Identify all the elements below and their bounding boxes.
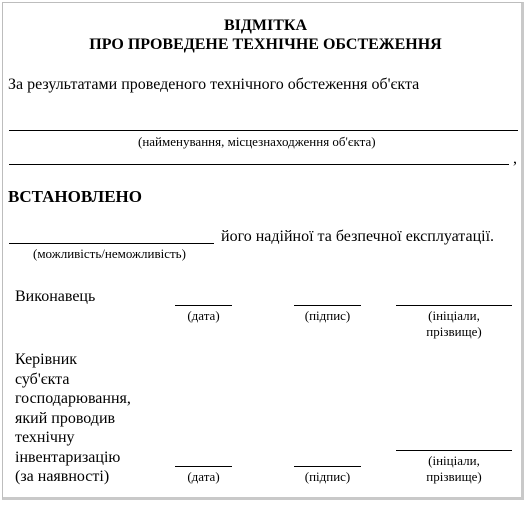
executor-initials-line <box>396 305 512 306</box>
head-initials-caption-2: прізвище) <box>426 469 482 484</box>
head-label-line: технічну <box>15 429 75 446</box>
head-label-line: (за наявності) <box>15 468 110 485</box>
possibility-line <box>9 243 214 244</box>
head-initials-line <box>396 450 512 451</box>
object-caption: (найменування, місцезнаходження об'єкта) <box>138 134 376 149</box>
head-label <box>15 350 131 487</box>
executor-label: Виконавець <box>15 288 96 305</box>
head-label-line: який проводив <box>15 409 116 427</box>
document-subtitle: ПРО ПРОВЕДЕНЕ ТЕХНІЧНЕ ОБСТЕЖЕННЯ <box>89 36 442 53</box>
head-label-line: суб'єкта <box>15 370 70 388</box>
executor-date-caption: (дата) <box>187 308 220 323</box>
executor-initials-caption-1: (ініціали, <box>428 308 480 323</box>
object-location-line <box>9 164 509 165</box>
operation-text: його надійної та безпечної експлуатації. <box>221 228 495 245</box>
line-comma: , <box>513 150 517 167</box>
executor-date-line <box>175 305 232 306</box>
executor-initials-caption-2: прізвище) <box>426 324 482 339</box>
head-signature-line <box>294 466 361 467</box>
head-label-line: Керівник <box>15 351 78 368</box>
intro-text: За результатами проведеного технічного обстеження об'єкта <box>8 76 420 93</box>
document-title: ВІДМІТКА <box>223 17 308 34</box>
object-name-line <box>9 130 518 131</box>
executor-signature-caption: (підпис) <box>304 308 351 323</box>
head-date-line <box>175 466 232 467</box>
head-label-line: господарювання, <box>15 390 131 407</box>
head-date-caption: (дата) <box>187 469 220 484</box>
head-label-line: інвентаризацію <box>15 448 121 466</box>
head-signature-caption: (підпис) <box>304 469 351 484</box>
head-initials-caption-1: (ініціали, <box>428 453 480 468</box>
established-heading: ВСТАНОВЛЕНО <box>8 187 142 206</box>
executor-signature-line <box>294 305 361 306</box>
possibility-caption: (можливість/неможливість) <box>33 246 186 261</box>
